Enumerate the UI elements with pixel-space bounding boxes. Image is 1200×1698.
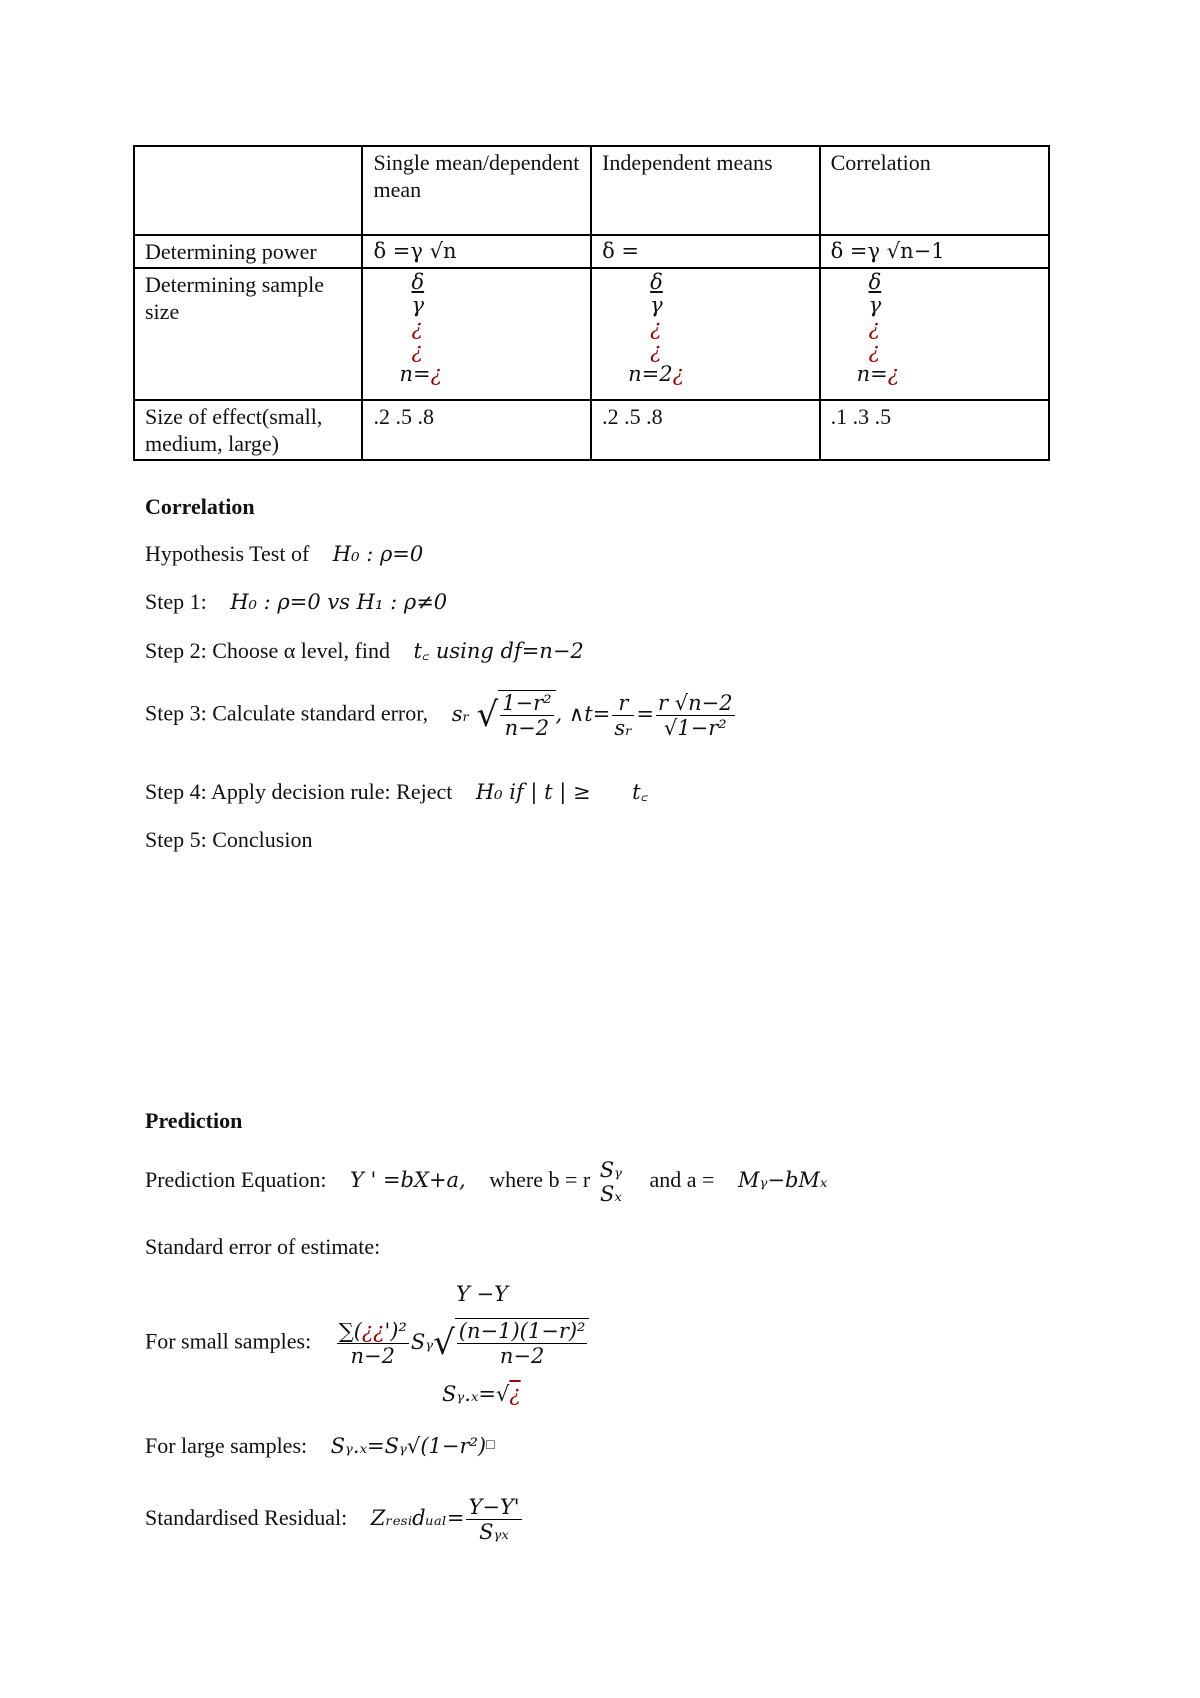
fraction-numerator: r (612, 691, 634, 716)
fraction-denominator: n−2 (499, 1344, 545, 1368)
formula-text: = (636, 701, 654, 726)
formula-text: ∑( (338, 1318, 362, 1343)
power-formula-correlation: δ =γ √n−1 (820, 235, 1049, 268)
fraction-numerator: 1−r² (502, 691, 552, 715)
step-2-equation: t꜀ using df=n−2 (413, 639, 584, 663)
sample-size-formula-correlation (820, 268, 1049, 400)
step-5-line: Step 5: Conclusion (145, 827, 313, 852)
prediction-equation-line (145, 1158, 827, 1206)
formula-line: δ (411, 270, 425, 294)
intercept-equation: Mᵧ−bMₓ (737, 1168, 828, 1193)
formula-line: γ (868, 293, 882, 317)
summary-table (133, 145, 1050, 461)
standardised-residual-label: Standardised Residual: (145, 1505, 348, 1530)
formula-text: sᵣ (451, 701, 470, 726)
fraction-denominator: n−2 (504, 716, 550, 740)
effect-size-single: .2 .5 .8 (362, 400, 591, 460)
power-formula-independent: δ = (591, 235, 819, 268)
step-3-line (145, 690, 737, 740)
formula-line: ¿ (650, 339, 662, 363)
formula-text: n=2 (628, 362, 673, 386)
table-row-power (134, 235, 1049, 268)
placeholder-box-icon: □ (486, 1438, 495, 1453)
table-header-correlation: Correlation (820, 146, 1049, 235)
standardised-residual-formula (370, 1495, 524, 1544)
formula-text: ¿ (509, 1382, 521, 1406)
table-header-single-mean: Single mean/dependent mean (362, 146, 591, 235)
table-row-effect-size (134, 400, 1049, 460)
slope-label: where b = r (489, 1167, 591, 1193)
formula-line: γ (650, 293, 663, 317)
radical: √ $\frac{\text{1−r²}}{n-2}$ (476, 690, 555, 740)
row-label-effect-size: Size of effect(small, medium, large) (134, 400, 362, 460)
step-4-label: Step 4: Apply decision rule: Reject (145, 779, 453, 804)
formula-line: ¿ (411, 316, 423, 340)
table-header-row (134, 146, 1049, 235)
fraction-denominator: √1−r² (663, 715, 727, 740)
fraction-numerator: r √n−2 (658, 690, 733, 715)
formula-line: γ (411, 293, 425, 317)
small-samples-label: For small samples: (145, 1328, 312, 1354)
formula-text: Sᵧ (410, 1329, 434, 1354)
step-2-line (145, 637, 584, 665)
standard-error-estimate-label: Standard error of estimate: (145, 1234, 381, 1259)
formula-text: Zᵣₑₛᵢdᵤₐₗ= (370, 1506, 465, 1530)
intercept-label: and a = (649, 1167, 715, 1193)
formula-text: ')² (384, 1318, 407, 1343)
table-cell (134, 146, 362, 235)
small-sample-result (442, 1380, 521, 1408)
step-1-line (145, 588, 447, 616)
critical-t-value: t꜀ (632, 780, 648, 804)
fraction-denominator: Sᵧₓ (479, 1520, 509, 1544)
step-1-equation: H₀ : ρ=0 vs H₁ : ρ≠0 (230, 590, 448, 614)
fraction-denominator: n−2 (350, 1343, 396, 1368)
table-header-independent-means: Independent means (591, 146, 819, 235)
large-sample-formula: Sᵧ.ₓ=Sᵧ√(1−r²) (330, 1434, 487, 1458)
formula-text: ¿ (430, 362, 442, 386)
sample-size-formula-single (362, 268, 591, 400)
large-samples-label: For large samples: (145, 1433, 308, 1458)
fraction-numerator: Sᵧ (599, 1158, 623, 1182)
step-4-equation: H₀ if | t | ≥ (475, 780, 591, 804)
correlation-heading: Correlation (145, 494, 255, 519)
formula-line: ¿ (868, 316, 880, 340)
table-row-sample-size (134, 268, 1049, 400)
formula-line: ¿ (650, 316, 662, 340)
power-formula-single: δ =γ √n (362, 235, 591, 268)
formula-text: ¿ (672, 362, 684, 386)
fraction-denominator: Sₓ (599, 1182, 622, 1206)
formula-line: δ (650, 270, 663, 294)
formula-text: n= (399, 362, 431, 386)
row-label-power: Determining power (134, 235, 362, 268)
effect-size-independent: .2 .5 .8 (591, 400, 819, 460)
fraction-numerator: Y−Y' (468, 1495, 520, 1519)
fraction-denominator: sᵣ (614, 715, 633, 740)
sample-size-formula-independent (591, 268, 819, 400)
formula-text: ¿ (887, 362, 899, 386)
radical: √ $\frac{\text{(n−1)(1−r)²}}{n-2}$ (433, 1318, 589, 1368)
sy-over-sx (598, 1158, 624, 1206)
formula-text: , ∧t= (555, 701, 611, 726)
small-sample-top-term: Y −Y (456, 1282, 508, 1306)
formula-text: ¿¿ (361, 1318, 385, 1343)
row-label-sample-size: Determining sample size (134, 268, 362, 400)
effect-size-correlation: .1 .3 .5 (820, 400, 1049, 460)
step-2-label: Step 2: Choose α level, find (145, 638, 390, 663)
small-sample-formula (335, 1318, 590, 1368)
hypothesis-line (145, 540, 423, 568)
large-samples-line (145, 1432, 495, 1460)
small-samples-line (145, 1318, 589, 1368)
formula-line: δ (868, 270, 882, 294)
prediction-heading: Prediction (145, 1108, 243, 1133)
prediction-equation: Y ' =bX+a, (349, 1168, 466, 1193)
hypothesis-equation: H₀ : ρ=0 (332, 542, 424, 566)
standardised-residual-line (145, 1495, 524, 1544)
step-1-label: Step 1: (145, 589, 207, 614)
formula-line: ¿ (411, 339, 423, 363)
hypothesis-label: Hypothesis Test of (145, 541, 310, 566)
step-4-line (145, 778, 648, 806)
fraction-numerator: (n−1)(1−r)² (458, 1319, 586, 1343)
step-3-label: Step 3: Calculate standard error, (145, 700, 429, 726)
formula-line: ¿ (868, 339, 880, 363)
formula-text: n= (856, 362, 888, 386)
prediction-equation-label: Prediction Equation: (145, 1167, 327, 1193)
formula-text: Sᵧ.ₓ=√ (442, 1382, 510, 1406)
standard-error-formula (451, 690, 737, 740)
